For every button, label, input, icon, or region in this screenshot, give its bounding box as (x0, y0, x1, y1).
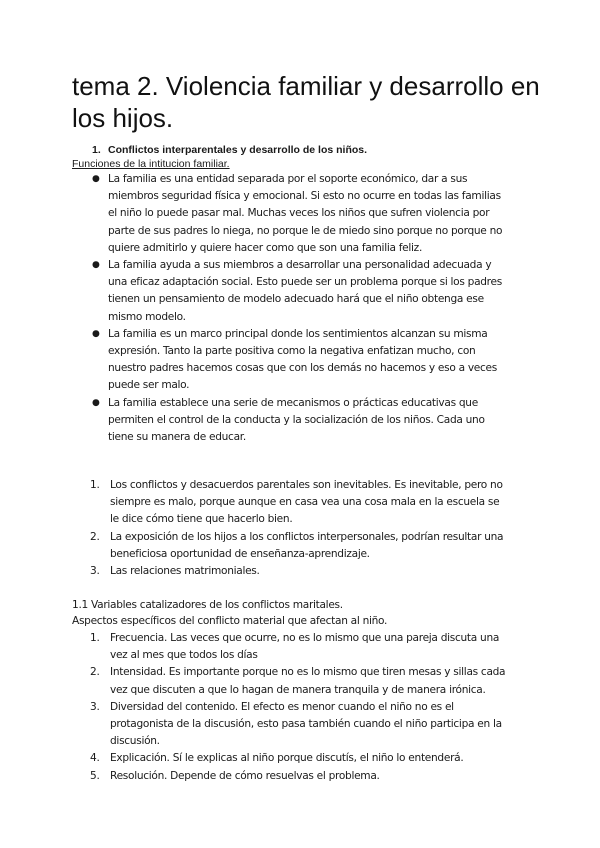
item-number: 3. (90, 565, 100, 578)
bullet-text: La familia ayuda a sus miembros a desarrollar una personalidad adecuada y una eficaz adaptación social. Esto puede ser un problema porque si los padres tienen un pensamiento de modelo adecuado hará que el niño obtenga ese mismo modelo. (108, 259, 502, 323)
item-number: 4. (90, 752, 100, 765)
list-item (90, 750, 508, 767)
list-item (92, 171, 508, 257)
list-item (90, 768, 508, 785)
item-text: Resolución. Depende de cómo resuelvas el problema. (110, 769, 380, 782)
subsection-heading: 1.1 Variables catalizadores de los conflictos maritales. (72, 599, 343, 611)
item-number: 3. (90, 700, 100, 713)
list-item (90, 477, 508, 529)
aspects-numbered-list (90, 630, 508, 785)
list-item (90, 630, 508, 664)
functions-bullet-list (92, 171, 508, 446)
bullet-text: La familia es un marco principal donde los sentimientos alcanzan su misma expresión. Tanto la parte positiva como la negativa enfatizan mucho, con nuestro padres hacemos cosas que con los demás no hacemos y eso a veces puede ser malo. (108, 327, 497, 392)
item-number: 5. (90, 769, 100, 782)
bullet-icon: ● (92, 174, 100, 184)
conflicts-numbered-list (90, 477, 508, 580)
section-number: 1. (92, 144, 101, 156)
list-item (92, 326, 508, 395)
section-title: Conflictos interparentales y desarrollo de los niños. (108, 144, 368, 156)
list-item (92, 257, 508, 326)
bullet-icon: ● (92, 260, 100, 271)
list-item (92, 395, 508, 447)
item-text: Los conflictos y desacuerdos parentales son inevitables. Es inevitable, pero no siempre es malo, porque aunque en casa vea una cosa mala en la escuela se le dice cómo tiene que hacerlo bien. (110, 479, 503, 526)
bullet-icon: ● (92, 328, 100, 339)
bullet-text: La familia establece una serie de mecanismos o prácticas educativas que permiten el control de la conducta y la socialización de los niños. Cada uno tiene su manera de educar. (108, 396, 485, 444)
list-item (90, 529, 508, 563)
list-item (90, 664, 508, 698)
item-number: 1. (90, 632, 100, 644)
page-title: tema 2. Violencia familiar y desarrollo en los hijos. (72, 71, 540, 133)
item-text: Las relaciones matrimoniales. (110, 565, 260, 578)
subsection-intro: Aspectos específicos del conflicto material que afectan al niño. (72, 615, 388, 627)
item-text: Explicación. Sí le explicas al niño porque discutís, el niño lo entenderá. (110, 752, 464, 765)
section-heading (92, 143, 367, 157)
list-item (90, 563, 508, 580)
item-number: 1. (90, 479, 100, 491)
list-item (90, 699, 508, 751)
functions-heading: Funciones de la intitucion familiar. (72, 158, 230, 170)
bullet-icon: ● (92, 397, 100, 408)
item-number: 2. (90, 530, 100, 543)
item-number: 2. (90, 666, 100, 679)
bullet-text: La familia es una entidad separada por el soporte económico, dar a sus miembros seguridad física y emocional. Si esto no ocurre en todas las familias el niño lo puede pasar mal. Muchas veces los niños que sufren violencia por parte de sus padres lo niega, no porque le de miedo sino porque no porque no quiere admitirlo y quiere hacer como que son una familia feliz. (108, 173, 503, 254)
item-text: Frecuencia. Las veces que ocurre, no es lo mismo que una pareja discuta una vez al mes que todos los días (110, 632, 500, 662)
item-text: Intensidad. Es importante porque no es lo mismo que tiren mesas y sillas cada vez que discuten a que lo hagan de manera tranquila y de manera irónica. (110, 666, 506, 696)
item-text: La exposición de los hijos a los conflictos interpersonales, podrían resultar una beneficiosa oportunidad de enseñanza-aprendizaje. (110, 530, 504, 560)
item-text: Diversidad del contenido. El efecto es menor cuando el niño no es el protagonista de la discusión, esto pasa también cuando el niño participa en la discusión. (110, 700, 502, 748)
